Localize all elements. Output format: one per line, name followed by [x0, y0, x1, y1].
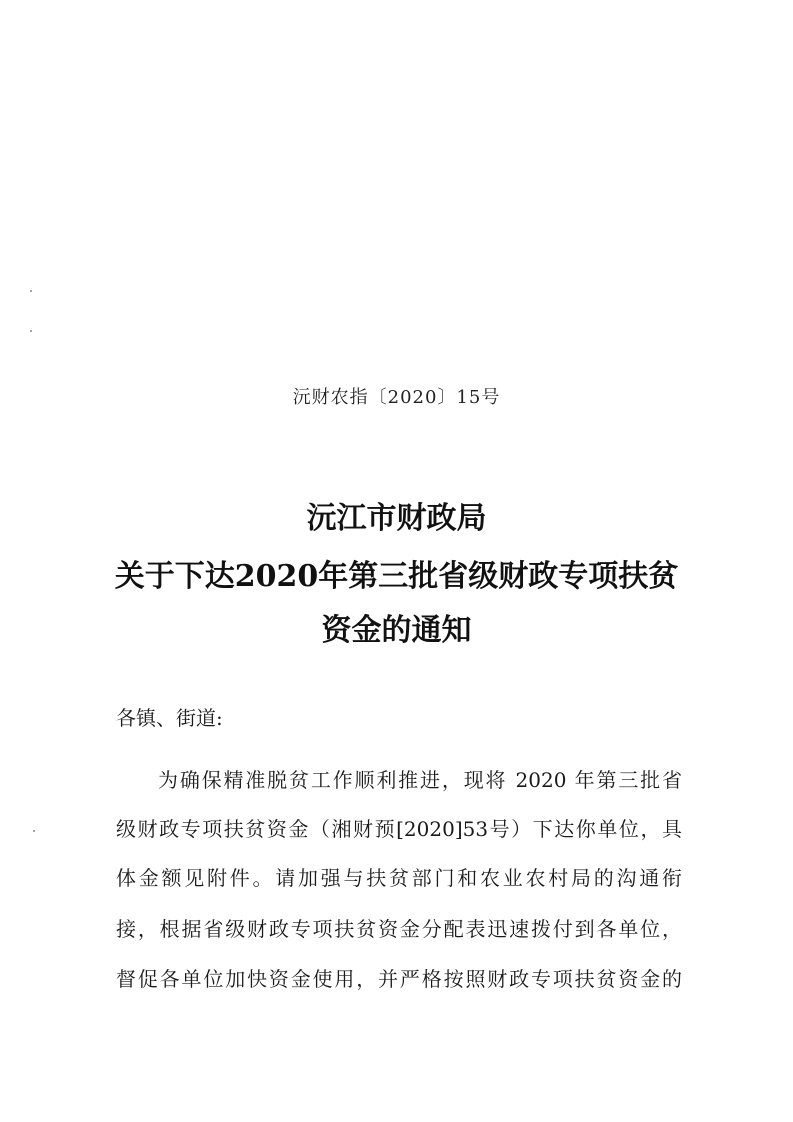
body-paragraph-line: 体金额见附件。请加强与扶贫部门和农业农村局的沟通衔 [116, 866, 682, 890]
scan-speck [30, 330, 32, 332]
scan-speck [30, 290, 32, 292]
document-number: 沅财农指〔2020〕15号 [292, 387, 501, 408]
body-paragraph-line: 为确保精准脱贫工作顺利推进，现将 2020 年第三批省 [158, 768, 682, 792]
title-line-subject-end: 资金的通知 [321, 613, 472, 648]
body-paragraph-line: 接，根据省级财政专项扶贫资金分配表迅速拨付到各单位， [116, 917, 682, 941]
scan-speck [33, 830, 35, 832]
body-paragraph-line: 级财政专项扶贫资金（湘财预[2020]53号）下达你单位，具 [116, 817, 682, 841]
body-paragraph-line: 督促各单位加快资金使用，并严格按照财政专项扶贫资金的 [116, 967, 682, 991]
title-line-subject: 关于下达2020年第三批省级财政专项扶贫 [114, 559, 679, 594]
salutation: 各镇、街道: [116, 706, 223, 730]
title-line-issuer: 沅江市财政局 [306, 501, 487, 536]
